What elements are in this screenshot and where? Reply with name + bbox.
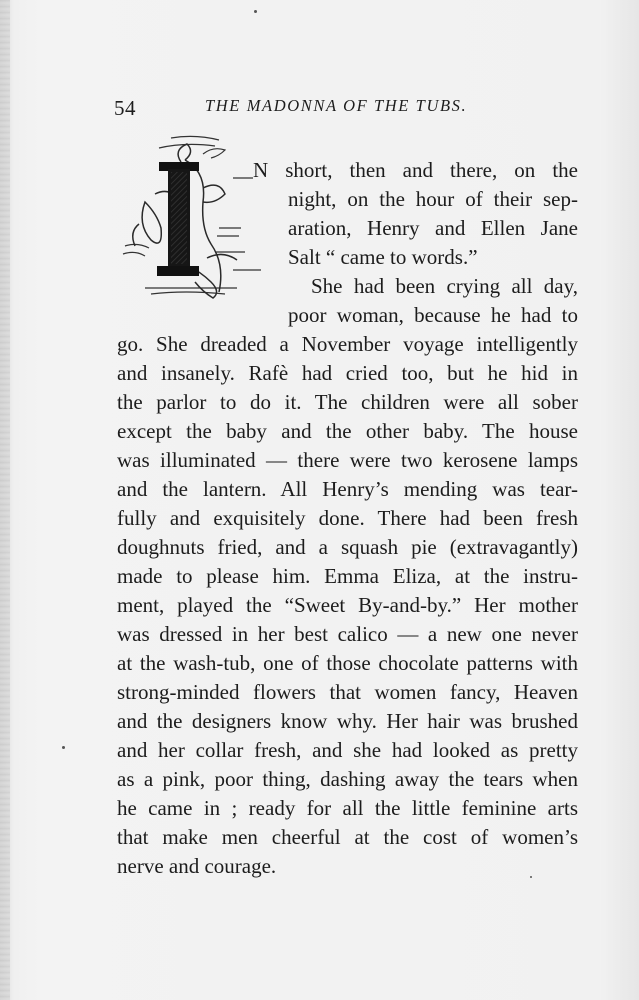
text-line: N short, then and there, on the <box>253 158 578 182</box>
text-line: made to please him. Emma Eliza, at the instru- <box>117 564 578 588</box>
text-line: at the wash-tub, one of those chocolate patterns with <box>117 651 578 675</box>
scan-speck <box>254 10 257 13</box>
text-line: the parlor to do it. The children were all sober <box>117 390 578 414</box>
text-line: aration, Henry and Ellen Jane <box>288 216 578 240</box>
text-line: he came in ; ready for all the little feminine arts <box>117 796 578 820</box>
text-line: except the baby and the other baby. The house <box>117 419 578 443</box>
scan-speck <box>530 876 532 878</box>
text-line: She had been crying all day, <box>311 274 578 298</box>
text-line: doughnuts fried, and a squash pie (extravagantly) <box>117 535 578 559</box>
text-line: and insanely. Rafè had cried too, but he hid in <box>117 361 578 385</box>
page-number: 54 <box>114 96 136 120</box>
text-line: ment, played the “Sweet By-and-by.” Her mother <box>117 593 578 617</box>
text-line: fully and exquisitely done. There had been fresh <box>117 506 578 530</box>
text-line: that make men cheerful at the cost of women’s <box>117 825 578 849</box>
running-head: THE MADONNA OF THE TUBS. <box>205 96 468 115</box>
text-line: as a pink, poor thing, dashing away the tears when <box>117 767 578 791</box>
text-line: nerve and courage. <box>117 854 277 878</box>
text-line: night, on the hour of their sep- <box>288 187 578 211</box>
text-line: strong-minded flowers that women fancy, Heaven <box>117 680 578 704</box>
scan-speck <box>62 746 65 749</box>
text-line: Salt “ came to words.” <box>288 245 478 269</box>
ornament-flourish-icon <box>115 132 265 304</box>
text-line: go. She dreaded a November voyage intelligently <box>117 332 578 356</box>
text-line: was illuminated — there were two kerosene lamps <box>117 448 578 472</box>
text-line: and the lantern. All Henry’s mending was tear- <box>117 477 578 501</box>
drop-cap-ornament <box>115 132 265 304</box>
text-line: and the designers know why. Her hair was brushed <box>117 709 578 733</box>
page-binding-edge <box>0 0 10 1000</box>
text-line: and her collar fresh, and she had looked as pretty <box>117 738 578 762</box>
text-line: was dressed in her best calico — a new one never <box>117 622 578 646</box>
text-line: poor woman, because he had to <box>288 303 578 327</box>
